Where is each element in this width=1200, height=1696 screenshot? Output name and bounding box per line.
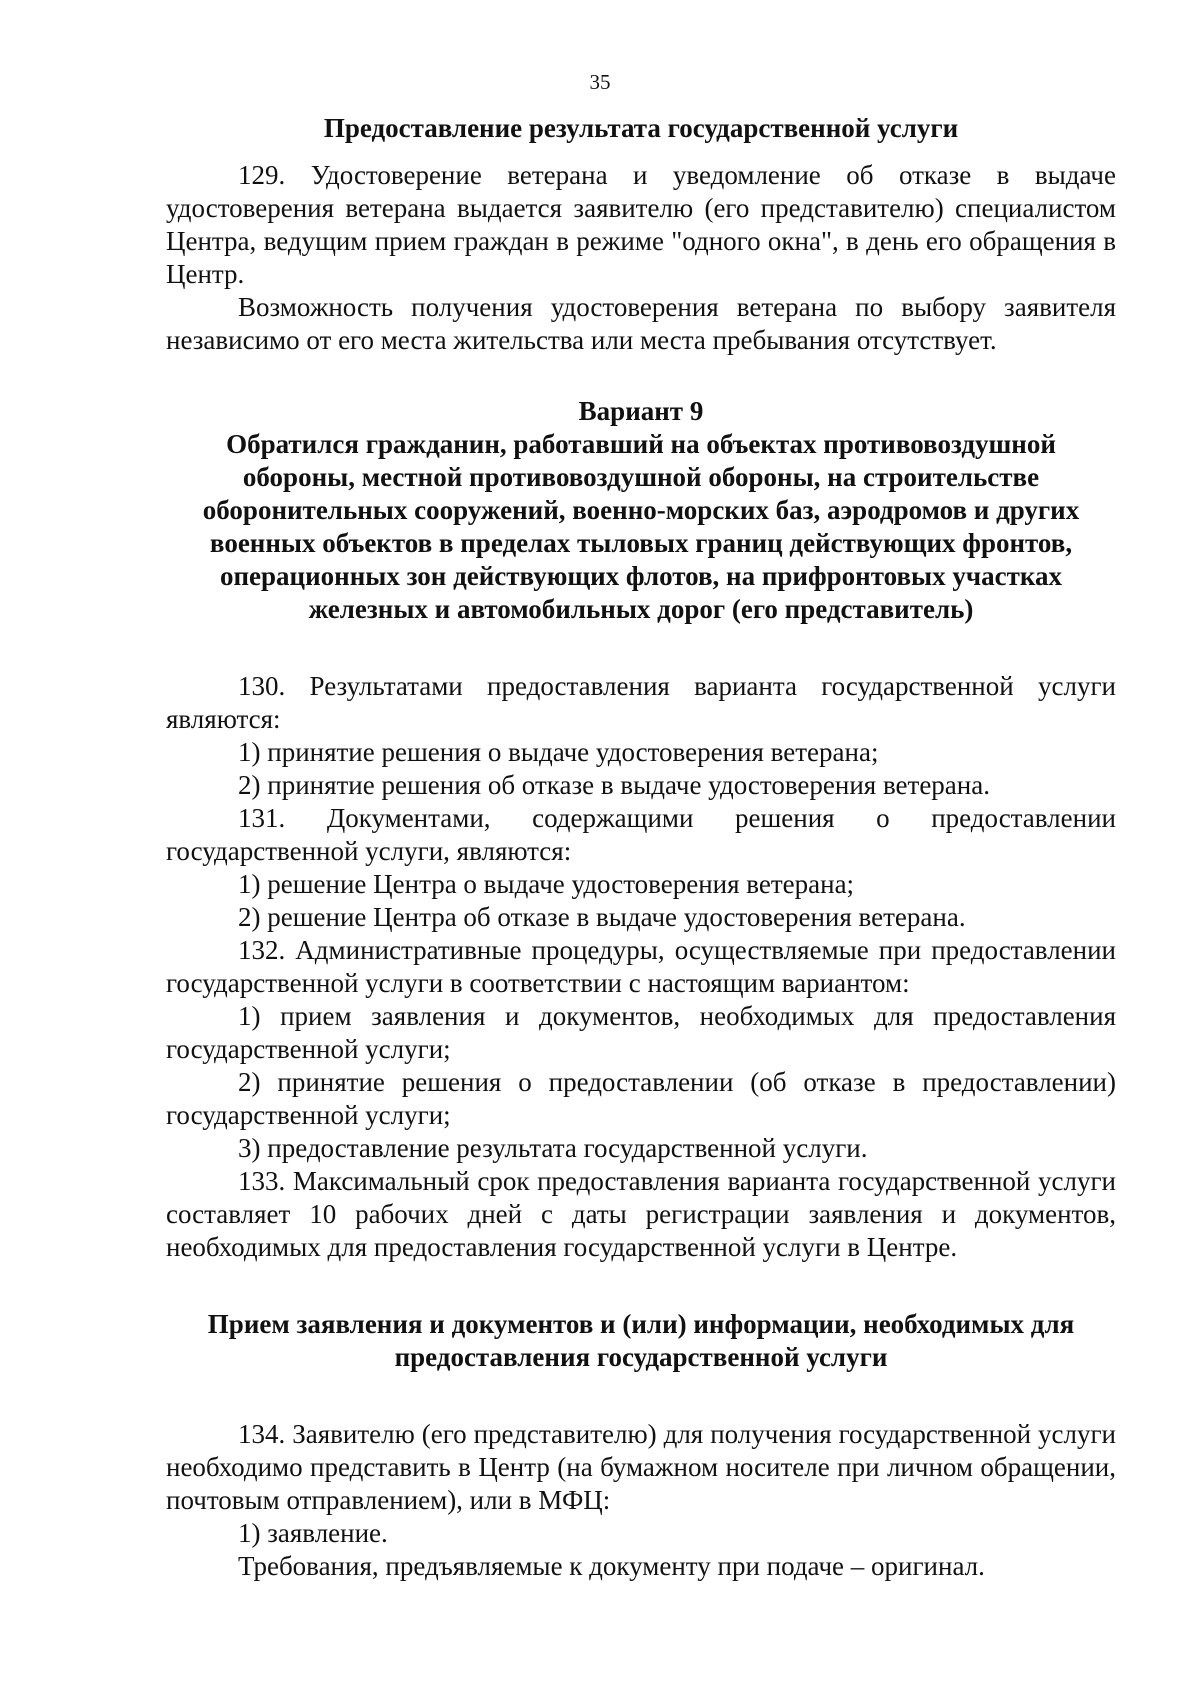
paragraph-134: 134. Заявителю (его представителю) для получения государственной услуги необходимо представить в Центр (на бумажном носителе при личном обращении, почтовым отправлением), или в МФЦ: <box>166 1419 1116 1515</box>
paragraph-131-item-1: 1) решение Центра о выдаче удостоверения ветерана; <box>238 869 855 899</box>
section-heading-application: Прием заявления и документов и (или) информации, необходимых для предоставления государственной услуги <box>207 1309 1075 1372</box>
paragraph-130-item-1: 1) принятие решения о выдаче удостоверения ветерана; <box>238 737 879 767</box>
paragraph-129: 129. Удостоверение ветерана и уведомление об отказе в выдаче удостоверения ветерана выдается заявителю (его представителю) специалистом Центра, ведущим прием граждан в режиме "одного окна", в день его обращения в Центр. <box>166 160 1116 289</box>
paragraph-134-requirements: Требования, предъявляемые к документу при подаче – оригинал. <box>238 1551 985 1581</box>
page-number: 35 <box>589 70 611 94</box>
paragraph-132-item-2: 2) принятие решения о предоставлении (об отказе в предоставлении) государственной услуги; <box>166 1067 1116 1130</box>
paragraph-131: 131. Документами, содержащими решения о предоставлении государственной услуги, являются: <box>166 803 1116 866</box>
paragraph-134-item-1: 1) заявление. <box>238 1518 388 1548</box>
paragraph-130: 130. Результатами предоставления варианта государственной услуги являются: <box>166 671 1116 734</box>
paragraph-133: 133. Максимальный срок предоставления варианта государственной услуги составляет 10 рабочих дней с даты регистрации заявления и документов, необходимых для предоставления государственной услуги в Центре. <box>166 1166 1116 1262</box>
paragraph-132: 132. Административные процедуры, осуществляемые при предоставлении государственной услуги в соответствии с настоящим вариантом: <box>166 935 1116 998</box>
paragraph-129-note: Возможность получения удостоверения ветерана по выбору заявителя независимо от его места жительства или места пребывания отсутствует. <box>166 292 1116 355</box>
document-body <box>166 112 1116 1583</box>
section-heading-result: Предоставление результата государственной услуги <box>323 113 959 143</box>
paragraph-132-item-3: 3) предоставление результата государственной услуги. <box>238 1133 868 1163</box>
paragraph-130-item-2: 2) принятие решения об отказе в выдаче удостоверения ветерана. <box>238 770 990 800</box>
paragraph-132-item-1: 1) прием заявления и документов, необходимых для предоставления государственной услуги; <box>166 1001 1116 1064</box>
variant-title: Вариант 9 <box>578 396 704 426</box>
variant-subtitle: Обратился гражданин, работавший на объектах противовоздушной обороны, местной противовоздушной обороны, на строительстве оборонительных сооружений, военно-морских баз, аэродромов и других военных объектов в пределах тыловых границ действующих фронтов, операционных зон действующих флотов, на прифронтовых участках железных и автомобильных дорог (его представитель) <box>202 429 1080 624</box>
paragraph-131-item-2: 2) решение Центра об отказе в выдаче удостоверения ветерана. <box>238 902 966 932</box>
